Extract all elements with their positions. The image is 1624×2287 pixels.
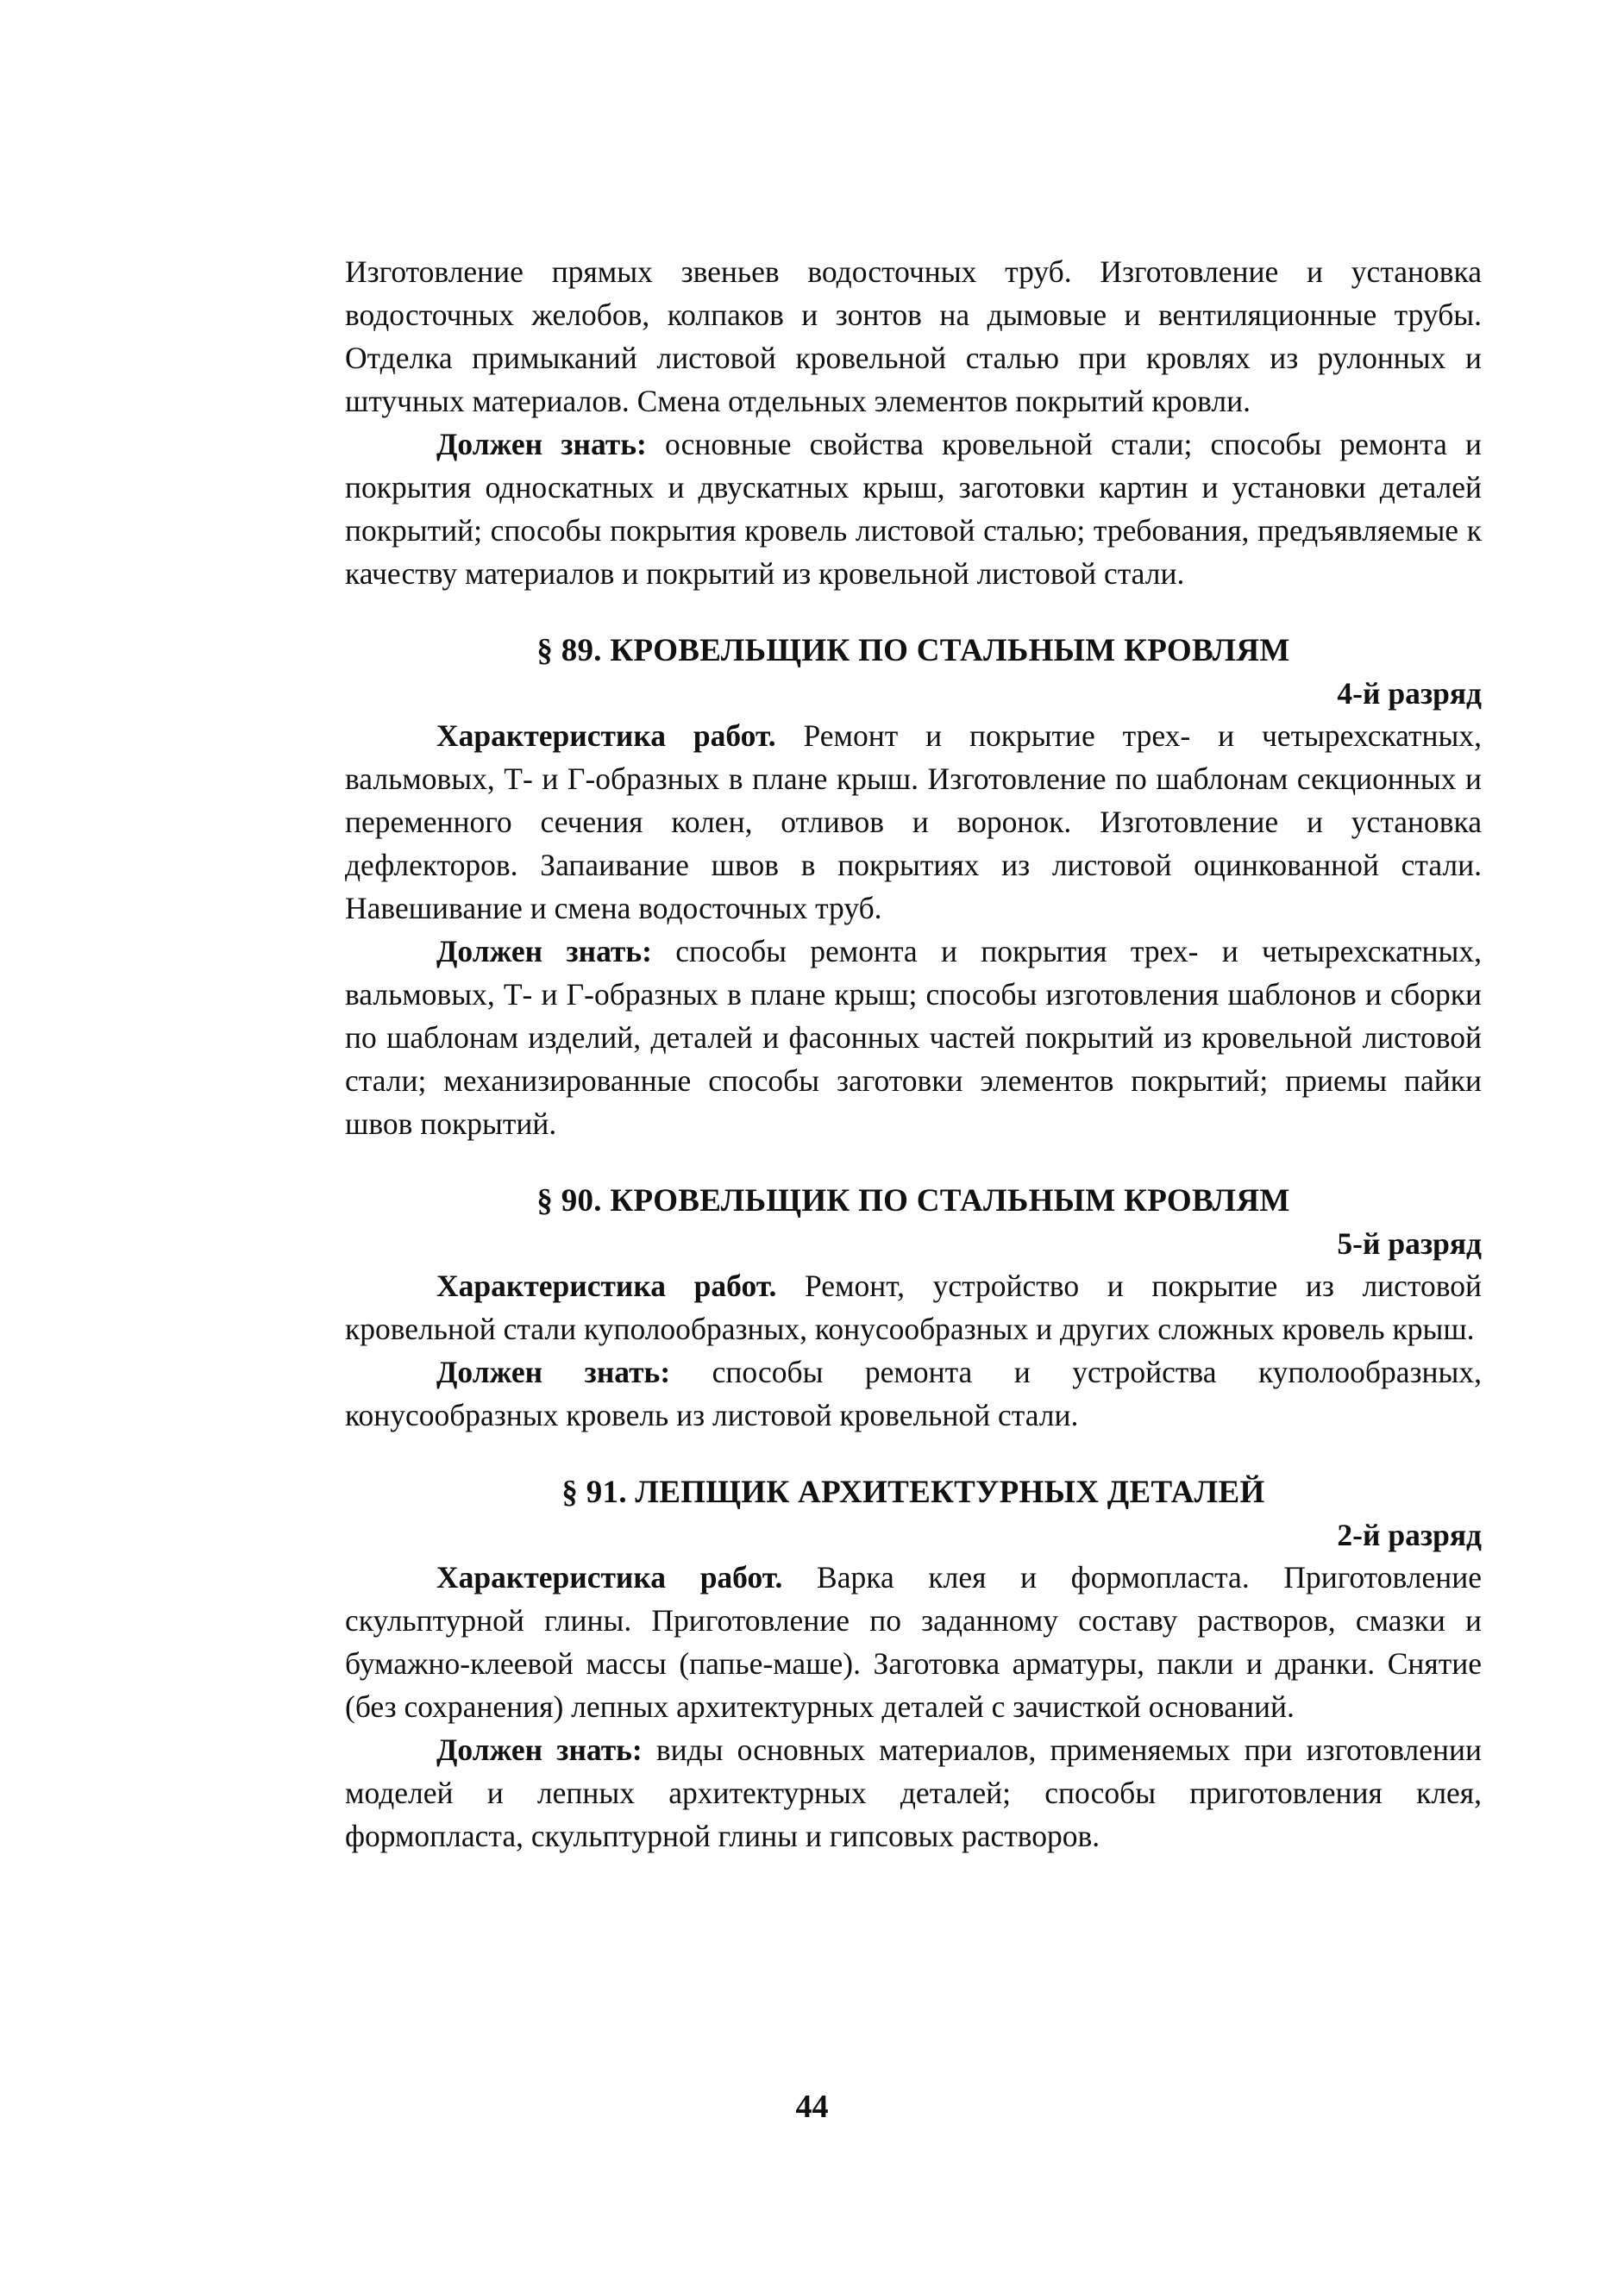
work-label: Характеристика работ.: [436, 1560, 783, 1595]
section-90-grade: 5-й разряд: [1337, 1226, 1482, 1261]
intro-knowledge-paragraph: [345, 423, 1482, 595]
page-number: 44: [795, 2089, 829, 2125]
section-89-title: § 89. КРОВЕЛЬЩИК ПО СТАЛЬНЫМ КРОВЛЯМ: [536, 633, 1290, 668]
work-label: Характеристика работ.: [436, 718, 776, 753]
knowledge-label: Должен знать:: [436, 1355, 671, 1389]
section-90-work: [345, 1264, 1482, 1350]
section-91-title: § 91. ЛЕПЩИК АРХИТЕКТУРНЫХ ДЕТАЛЕЙ: [561, 1475, 1265, 1510]
intro-paragraph: Изготовление прямых звеньев водосточных труб. Изготовление и установка водосточных желобов, колпаков и зонтов на дымовые и вентиляционные трубы. Отделка примыканий листовой кровельной сталью при кровлях из рулонных и штучных материалов. Смена отдельных элементов покрытий кровли.: [345, 254, 1482, 418]
section-90-title: § 90. КРОВЕЛЬЩИК ПО СТАЛЬНЫМ КРОВЛЯМ: [536, 1183, 1290, 1219]
work-label: Характеристика работ.: [436, 1269, 777, 1303]
spacer: [345, 1145, 1482, 1180]
knowledge-text: способы ремонта и устройства куполообразных, конусообразных кровель из листовой кровельной стали.: [345, 1355, 1482, 1432]
work-text: Ремонт, устройство и покрытие из листовой кровельной стали куполообразных, конусообразных и других сложных кровель крыш.: [345, 1269, 1482, 1346]
knowledge-text: виды основных материалов, применяемых при изготовлении моделей и лепных архитектурных деталей; способы приготовления клея, формопласта, скульптурной глины и гипсовых растворов.: [345, 1732, 1482, 1853]
section-90-knowledge: [345, 1350, 1482, 1437]
section-89-knowledge: [345, 930, 1482, 1145]
section-91-knowledge: [345, 1728, 1482, 1858]
section-91-work: [345, 1556, 1482, 1728]
section-89-grade: 4-й разряд: [1337, 676, 1482, 711]
spacer: [345, 1437, 1482, 1471]
knowledge-text: основные свойства кровельной стали; способы ремонта и покрытия односкатных и двускатных крыш, заготовки картин и установки деталей покрытий; способы покрытия кровель листовой сталью; требования, предъявляемые к качеству материалов и покрытий из кровельной листовой стали.: [345, 427, 1482, 591]
knowledge-text: способы ремонта и покрытия трех- и четырехскатных, вальмовых, Т- и Г-образных в плане крыш; способы изготовления шаблонов и сборки по шаблонам изделий, деталей и фасонных частей покрытий из кровельной листовой стали; механизированные способы заготовки элементов покрытий; приемы пайки швов покрытий.: [345, 934, 1482, 1141]
spacer: [345, 595, 1482, 630]
work-text: Варка клея и формопласта. Приготовление скульптурной глины. Приготовление по заданному составу растворов, смазки и бумажно-клеевой массы (папье-маше). Заготовка арматуры, пакли и дранки. Снятие (без сохранения) лепных архитектурных деталей с зачисткой оснований.: [345, 1560, 1483, 1724]
document-page: [345, 250, 1482, 1858]
knowledge-label: Должен знать:: [436, 934, 652, 968]
knowledge-label: Должен знать:: [436, 427, 647, 461]
knowledge-label: Должен знать:: [436, 1732, 643, 1767]
section-89-work: [345, 714, 1482, 930]
work-text: Ремонт и покрытие трех- и четырехскатных, вальмовых, Т- и Г-образных в плане крыш. Изготовление по шаблонам секционных и переменного сечения колен, отливов и воронок. Изготовление и установка дефлекторов. Запаивание швов в покрытиях из листовой оцинкованной стали. Навешивание и смена водосточных труб.: [345, 718, 1482, 925]
section-91-grade: 2-й разряд: [1337, 1518, 1482, 1552]
